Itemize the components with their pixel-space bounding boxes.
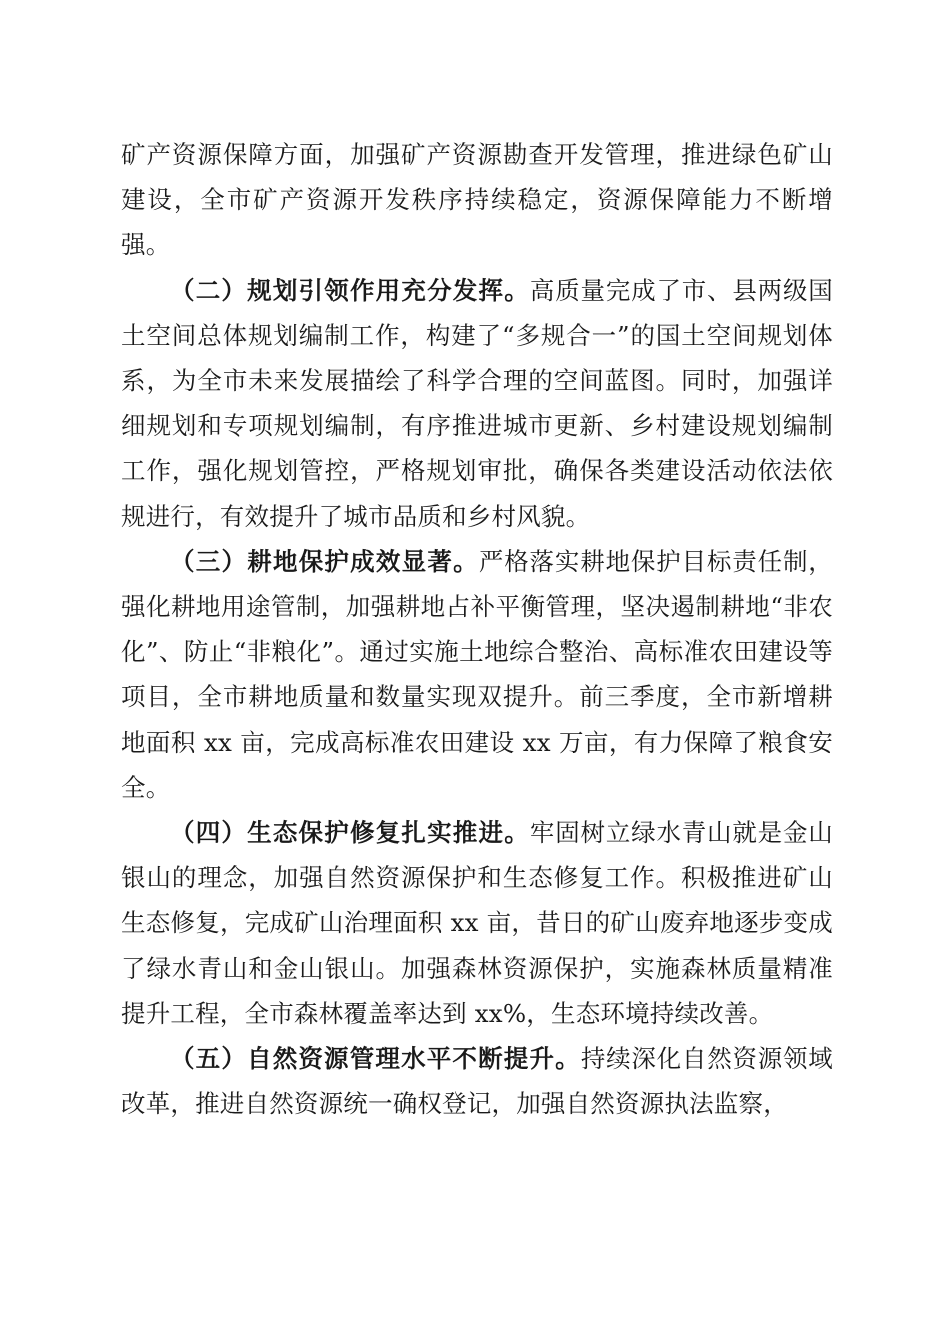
section-heading-management: （五）自然资源管理水平不断提升。 [170,1044,581,1074]
paragraph-text: 高质量完成了市、县两级国土空间总体规划编制工作，构建了“多规合一”的国土空间规划体系，为全市未来发展描绘了科学合理的空间蓝图。同时，加强详细规划和专项规划编制，有序推进城市更新、乡村建设规划编制工作，强化规划管控，严格规划审批，确保各类建设活动依法依规进行，有效提升了城市品质和乡村风貌。 [121,275,833,531]
paragraph-text: 矿产资源保障方面，加强矿产资源勘查开发管理，推进绿色矿山建设，全市矿产资源开发秩序持续稳定，资源保障能力不断增强。 [121,140,833,260]
paragraph-planning [121,268,833,539]
section-heading-ecology: （四）生态保护修复扎实推进。 [170,818,530,848]
paragraph-text: 持续深化自然资源领域改革，推进自然资源统一确权登记，加强自然资源执法监察， [121,1044,833,1119]
document-body [121,132,833,1126]
paragraph-text: 严格落实耕地保护目标责任制，强化耕地用途管制，加强耕地占补平衡管理，坚决遏制耕地“非农化”、防止“非粮化”。通过实施土地综合整治、高标准农田建设等项目，全市耕地质量和数量实现双提升。前三季度，全市新增耕地面积 xx 亩，完成高标准农田建设 xx 万亩，有力保障了粮食安全。 [121,546,833,802]
paragraph-ecology [121,810,833,1036]
paragraph-farmland [121,539,833,810]
paragraph-text: 牢固树立绿水青山就是金山银山的理念，加强自然资源保护和生态修复工作。积极推进矿山生态修复，完成矿山治理面积 xx 亩，昔日的矿山废弃地逐步变成了绿水青山和金山银山。加强森林资源保护，实施森林质量精准提升工程，全市森林覆盖率达到 xx%，生态环境持续改善。 [121,818,833,1028]
section-heading-planning: （二）规划引领作用充分发挥。 [170,275,530,305]
section-heading-farmland: （三）耕地保护成效显著。 [170,546,479,576]
paragraph-mineral-resources [121,132,833,268]
paragraph-management [121,1036,833,1126]
